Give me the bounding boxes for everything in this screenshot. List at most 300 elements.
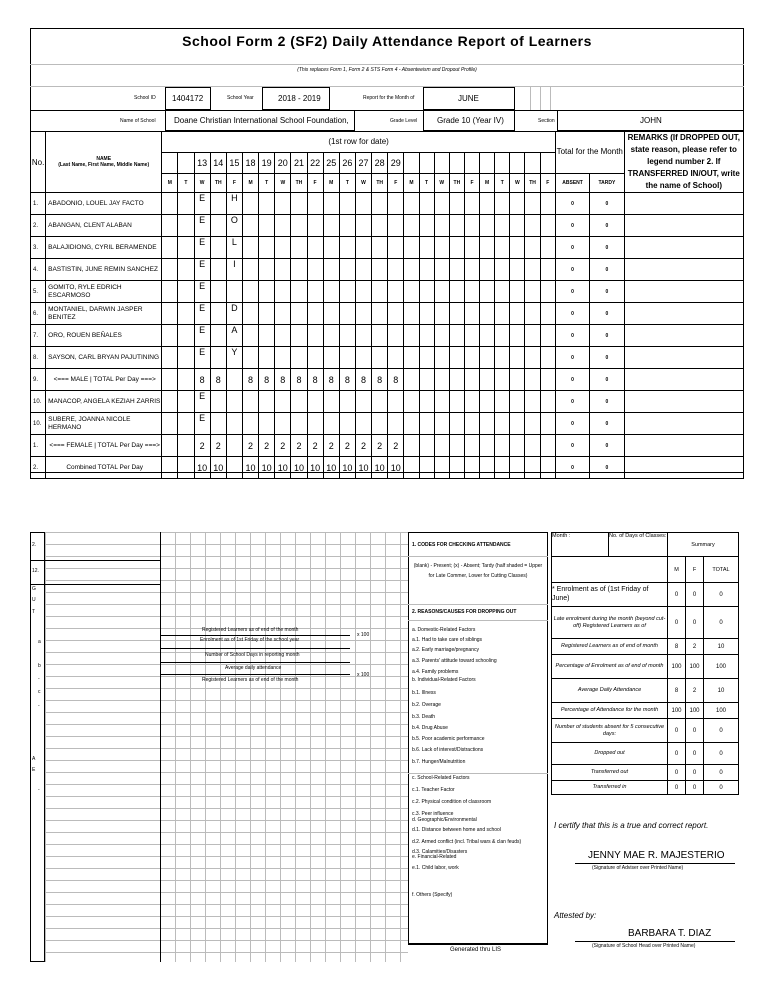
attendance-cell[interactable] [495,325,510,347]
attendance-cell[interactable] [291,325,307,347]
attendance-cell[interactable] [178,347,194,369]
attendance-cell[interactable] [510,281,525,303]
attendance-cell[interactable] [449,259,464,281]
attendance-cell[interactable] [449,281,464,303]
attendance-cell[interactable] [339,325,355,347]
attendance-cell[interactable] [540,259,555,281]
learner-name[interactable]: BALAJIDIONG, CYRIL BERAMENDE [46,237,162,259]
attendance-cell[interactable] [291,391,307,413]
attendance-cell[interactable] [510,215,525,237]
attendance-cell[interactable] [323,281,339,303]
attendance-cell[interactable] [525,435,540,457]
attendance-cell[interactable] [178,281,194,303]
attendance-cell[interactable] [275,237,291,259]
attendance-cell[interactable] [404,325,419,347]
attendance-cell[interactable] [355,259,371,281]
attendance-cell[interactable] [434,237,449,259]
learner-name[interactable]: GOMITO, RYLE EDRICH ESCARMOSO [46,281,162,303]
attendance-cell[interactable] [510,347,525,369]
attendance-cell[interactable] [210,237,226,259]
attendance-cell[interactable]: E [194,303,210,325]
school-name-value[interactable]: Doane Christian International School Foundation, [174,116,349,125]
attendance-cell[interactable] [178,325,194,347]
attendance-cell[interactable]: E [194,325,210,347]
attendance-cell[interactable] [323,193,339,215]
attendance-cell[interactable] [242,391,258,413]
attendance-cell[interactable] [178,457,194,479]
attendance-cell[interactable]: 8 [307,369,323,391]
attendance-cell[interactable] [388,237,404,259]
attendance-cell[interactable] [480,281,495,303]
attendance-cell[interactable] [540,347,555,369]
attendance-cell[interactable] [449,303,464,325]
attendance-cell[interactable] [464,215,479,237]
attendance-cell[interactable] [355,303,371,325]
attendance-cell[interactable] [355,237,371,259]
attendance-cell[interactable] [162,369,178,391]
attendance-cell[interactable] [404,457,419,479]
attendance-cell[interactable] [525,413,540,435]
remarks-cell[interactable] [624,259,743,281]
attendance-cell[interactable] [480,259,495,281]
attendance-cell[interactable] [291,413,307,435]
attendance-cell[interactable] [434,303,449,325]
attendance-cell[interactable] [404,435,419,457]
learner-name[interactable]: <=== MALE | TOTAL Per Day ===> [46,369,162,391]
attendance-cell[interactable] [307,391,323,413]
attendance-cell[interactable] [178,303,194,325]
attendance-cell[interactable] [480,193,495,215]
attendance-cell[interactable]: 2 [275,435,291,457]
attendance-cell[interactable] [226,281,242,303]
attendance-cell[interactable] [480,237,495,259]
attendance-cell[interactable] [226,391,242,413]
attendance-cell[interactable] [372,193,388,215]
attendance-cell[interactable] [525,457,540,479]
attendance-cell[interactable]: 10 [194,457,210,479]
attendance-cell[interactable] [259,259,275,281]
attendance-cell[interactable] [339,347,355,369]
attendance-cell[interactable] [525,347,540,369]
attendance-cell[interactable] [291,215,307,237]
remarks-cell[interactable] [624,193,743,215]
attendance-cell[interactable] [275,303,291,325]
attendance-cell[interactable] [339,391,355,413]
attendance-cell[interactable] [291,259,307,281]
attendance-cell[interactable] [540,237,555,259]
attendance-cell[interactable] [372,325,388,347]
attendance-cell[interactable] [242,193,258,215]
attendance-cell[interactable] [275,215,291,237]
attendance-cell[interactable] [525,237,540,259]
attendance-cell[interactable]: 8 [372,369,388,391]
learner-name[interactable]: MONTANIEL, DARWIN JASPER BENITEZ [46,303,162,325]
attendance-cell[interactable] [226,369,242,391]
attendance-cell[interactable]: 8 [210,369,226,391]
attendance-cell[interactable] [480,369,495,391]
attendance-cell[interactable] [307,237,323,259]
learner-name[interactable]: ABANGAN, CLENT ALABAN [46,215,162,237]
attendance-cell[interactable] [434,369,449,391]
attendance-cell[interactable]: 10 [355,457,371,479]
attendance-cell[interactable] [510,237,525,259]
attendance-cell[interactable] [480,413,495,435]
attendance-cell[interactable] [434,193,449,215]
attendance-cell[interactable] [510,369,525,391]
attendance-cell[interactable] [404,215,419,237]
attendance-cell[interactable] [259,281,275,303]
attendance-cell[interactable] [178,215,194,237]
attendance-cell[interactable] [388,259,404,281]
attendance-cell[interactable]: 2 [194,435,210,457]
attendance-cell[interactable] [355,325,371,347]
attendance-cell[interactable] [449,193,464,215]
attendance-cell[interactable] [339,281,355,303]
attendance-cell[interactable] [259,325,275,347]
attendance-cell[interactable] [480,347,495,369]
remarks-cell[interactable] [624,457,743,479]
attendance-cell[interactable] [162,303,178,325]
attendance-cell[interactable] [540,193,555,215]
attendance-cell[interactable] [355,347,371,369]
attendance-cell[interactable] [307,413,323,435]
attendance-cell[interactable]: 2 [291,435,307,457]
attendance-cell[interactable] [510,193,525,215]
attendance-cell[interactable] [291,193,307,215]
attendance-cell[interactable] [464,303,479,325]
attendance-cell[interactable]: 8 [291,369,307,391]
attendance-cell[interactable] [449,325,464,347]
attendance-cell[interactable]: E [194,347,210,369]
attendance-cell[interactable] [162,237,178,259]
attendance-cell[interactable] [434,391,449,413]
attendance-cell[interactable] [480,435,495,457]
attendance-cell[interactable] [226,435,242,457]
attendance-cell[interactable] [242,259,258,281]
attendance-cell[interactable] [323,259,339,281]
attendance-cell[interactable] [404,347,419,369]
attendance-cell[interactable]: E [194,281,210,303]
attendance-cell[interactable] [495,369,510,391]
attendance-cell[interactable] [525,369,540,391]
attendance-cell[interactable] [178,369,194,391]
learner-name[interactable]: ORO, ROUEN BEÑALES [46,325,162,347]
attendance-cell[interactable] [178,259,194,281]
attendance-cell[interactable] [291,237,307,259]
attendance-cell[interactable]: 2 [307,435,323,457]
attendance-cell[interactable] [210,281,226,303]
attendance-cell[interactable] [464,435,479,457]
attendance-cell[interactable] [372,281,388,303]
attendance-cell[interactable]: E [194,391,210,413]
attendance-cell[interactable] [540,457,555,479]
attendance-cell[interactable] [388,193,404,215]
attendance-cell[interactable] [388,391,404,413]
attendance-cell[interactable] [307,281,323,303]
attendance-cell[interactable] [434,347,449,369]
remarks-cell[interactable] [624,281,743,303]
attendance-cell[interactable] [210,391,226,413]
attendance-cell[interactable]: L [226,237,242,259]
attendance-cell[interactable] [419,215,434,237]
attendance-cell[interactable] [275,413,291,435]
school-id-value[interactable]: 1404172 [172,94,204,103]
remarks-cell[interactable] [624,325,743,347]
attendance-cell[interactable] [510,391,525,413]
attendance-cell[interactable] [419,391,434,413]
attendance-cell[interactable] [162,215,178,237]
section-value[interactable]: JOHN [640,116,662,125]
attendance-cell[interactable] [404,391,419,413]
attendance-cell[interactable] [355,215,371,237]
attendance-cell[interactable] [404,369,419,391]
attendance-cell[interactable] [339,193,355,215]
attendance-cell[interactable] [449,413,464,435]
remarks-cell[interactable] [624,303,743,325]
attendance-cell[interactable] [540,325,555,347]
attendance-cell[interactable] [495,259,510,281]
attendance-cell[interactable] [495,391,510,413]
attendance-cell[interactable]: E [194,259,210,281]
attendance-cell[interactable] [259,347,275,369]
attendance-cell[interactable] [540,391,555,413]
attendance-cell[interactable] [525,193,540,215]
attendance-cell[interactable] [323,215,339,237]
attendance-cell[interactable] [419,457,434,479]
attendance-cell[interactable] [464,193,479,215]
attendance-cell[interactable] [495,193,510,215]
remarks-cell[interactable] [624,435,743,457]
attendance-cell[interactable] [480,325,495,347]
remarks-cell[interactable] [624,237,743,259]
attendance-cell[interactable]: 2 [210,435,226,457]
attendance-cell[interactable] [259,303,275,325]
attendance-cell[interactable]: 8 [194,369,210,391]
attendance-cell[interactable]: 2 [259,435,275,457]
attendance-cell[interactable] [242,325,258,347]
attendance-cell[interactable] [339,303,355,325]
attendance-cell[interactable] [259,215,275,237]
attendance-cell[interactable] [540,369,555,391]
attendance-cell[interactable] [291,281,307,303]
attendance-cell[interactable] [540,281,555,303]
attendance-cell[interactable] [464,259,479,281]
attendance-cell[interactable] [525,215,540,237]
attendance-cell[interactable] [464,391,479,413]
attendance-cell[interactable] [434,259,449,281]
attendance-cell[interactable] [210,413,226,435]
attendance-cell[interactable] [242,215,258,237]
attendance-cell[interactable] [464,237,479,259]
attendance-cell[interactable] [162,457,178,479]
attendance-cell[interactable] [339,215,355,237]
attendance-cell[interactable] [323,347,339,369]
attendance-cell[interactable]: 8 [339,369,355,391]
attendance-cell[interactable] [178,237,194,259]
attendance-cell[interactable] [404,259,419,281]
attendance-cell[interactable] [388,303,404,325]
attendance-cell[interactable] [464,325,479,347]
attendance-cell[interactable] [372,303,388,325]
attendance-cell[interactable] [275,193,291,215]
remarks-cell[interactable] [624,391,743,413]
attendance-cell[interactable] [210,325,226,347]
attendance-cell[interactable] [259,237,275,259]
attendance-cell[interactable]: 8 [242,369,258,391]
attendance-cell[interactable] [419,347,434,369]
attendance-cell[interactable] [178,413,194,435]
attendance-cell[interactable] [307,325,323,347]
attendance-cell[interactable] [226,413,242,435]
attendance-cell[interactable] [178,391,194,413]
attendance-cell[interactable] [259,391,275,413]
attendance-cell[interactable] [162,391,178,413]
learner-name[interactable]: Combined TOTAL Per Day [46,457,162,479]
attendance-cell[interactable] [242,413,258,435]
attendance-cell[interactable]: 10 [275,457,291,479]
attendance-cell[interactable] [372,237,388,259]
attendance-cell[interactable] [404,237,419,259]
attendance-cell[interactable] [464,457,479,479]
attendance-cell[interactable] [404,193,419,215]
attendance-cell[interactable] [495,237,510,259]
attendance-cell[interactable] [210,215,226,237]
attendance-cell[interactable]: 2 [388,435,404,457]
attendance-cell[interactable]: I [226,259,242,281]
attendance-cell[interactable] [372,347,388,369]
attendance-cell[interactable] [339,413,355,435]
attendance-cell[interactable] [162,347,178,369]
attendance-cell[interactable] [210,259,226,281]
attendance-cell[interactable] [449,457,464,479]
attendance-cell[interactable] [162,259,178,281]
attendance-cell[interactable] [275,347,291,369]
attendance-cell[interactable] [162,435,178,457]
attendance-cell[interactable] [242,237,258,259]
attendance-cell[interactable]: H [226,193,242,215]
attendance-cell[interactable] [307,193,323,215]
attendance-cell[interactable] [372,259,388,281]
attendance-cell[interactable] [510,325,525,347]
attendance-cell[interactable] [178,193,194,215]
attendance-cell[interactable] [434,281,449,303]
attendance-cell[interactable] [404,281,419,303]
attendance-cell[interactable] [495,457,510,479]
attendance-cell[interactable] [495,215,510,237]
remarks-cell[interactable] [624,413,743,435]
attendance-cell[interactable] [510,413,525,435]
attendance-cell[interactable] [510,259,525,281]
attendance-cell[interactable]: 10 [323,457,339,479]
learner-name[interactable]: SUBERE, JOANNA NICOLE HERMANO [46,413,162,435]
attendance-cell[interactable]: 8 [323,369,339,391]
attendance-cell[interactable] [419,237,434,259]
attendance-cell[interactable] [449,237,464,259]
attendance-cell[interactable] [464,369,479,391]
attendance-cell[interactable]: E [194,193,210,215]
attendance-cell[interactable]: 2 [339,435,355,457]
attendance-cell[interactable] [419,325,434,347]
attendance-cell[interactable] [404,413,419,435]
attendance-cell[interactable]: 8 [275,369,291,391]
attendance-cell[interactable] [162,193,178,215]
attendance-cell[interactable]: 8 [388,369,404,391]
attendance-cell[interactable] [480,391,495,413]
attendance-cell[interactable] [419,259,434,281]
attendance-cell[interactable]: 10 [339,457,355,479]
attendance-cell[interactable] [510,303,525,325]
attendance-cell[interactable] [178,435,194,457]
attendance-cell[interactable] [525,391,540,413]
attendance-cell[interactable] [525,303,540,325]
attendance-cell[interactable] [210,193,226,215]
attendance-cell[interactable] [495,435,510,457]
attendance-cell[interactable]: 10 [259,457,275,479]
attendance-cell[interactable] [275,259,291,281]
report-month-value[interactable]: JUNE [458,94,479,103]
attendance-cell[interactable] [162,413,178,435]
attendance-cell[interactable] [495,413,510,435]
attendance-cell[interactable] [449,215,464,237]
learner-name[interactable]: <=== FEMALE | TOTAL Per Day ===> [46,435,162,457]
attendance-cell[interactable] [307,347,323,369]
attendance-cell[interactable] [307,259,323,281]
attendance-cell[interactable]: 2 [242,435,258,457]
attendance-cell[interactable] [419,413,434,435]
attendance-cell[interactable]: 10 [388,457,404,479]
attendance-cell[interactable] [525,325,540,347]
attendance-cell[interactable] [495,347,510,369]
attendance-cell[interactable] [355,413,371,435]
attendance-cell[interactable] [323,303,339,325]
learner-name[interactable]: MANACOP, ANGELA KEZIAH ZARRIS [46,391,162,413]
attendance-cell[interactable]: 2 [355,435,371,457]
remarks-cell[interactable] [624,369,743,391]
attendance-cell[interactable] [259,413,275,435]
remarks-cell[interactable] [624,347,743,369]
grade-level-value[interactable]: Grade 10 (Year IV) [437,116,504,125]
attendance-cell[interactable] [388,281,404,303]
attendance-cell[interactable] [525,259,540,281]
attendance-cell[interactable] [307,303,323,325]
attendance-cell[interactable]: 8 [259,369,275,391]
attendance-cell[interactable] [339,259,355,281]
attendance-cell[interactable]: A [226,325,242,347]
attendance-cell[interactable] [404,303,419,325]
attendance-cell[interactable] [464,347,479,369]
attendance-cell[interactable] [480,457,495,479]
attendance-cell[interactable] [355,391,371,413]
attendance-cell[interactable] [419,435,434,457]
attendance-cell[interactable] [307,215,323,237]
attendance-cell[interactable] [162,325,178,347]
attendance-cell[interactable] [449,347,464,369]
attendance-cell[interactable] [495,303,510,325]
attendance-cell[interactable] [339,237,355,259]
attendance-cell[interactable]: 2 [323,435,339,457]
attendance-cell[interactable] [540,215,555,237]
attendance-cell[interactable]: 10 [242,457,258,479]
attendance-cell[interactable] [242,281,258,303]
attendance-cell[interactable] [434,325,449,347]
attendance-cell[interactable] [275,281,291,303]
attendance-cell[interactable] [495,281,510,303]
attendance-cell[interactable] [372,391,388,413]
attendance-cell[interactable] [419,281,434,303]
attendance-cell[interactable] [434,413,449,435]
attendance-cell[interactable] [480,303,495,325]
attendance-cell[interactable] [323,325,339,347]
